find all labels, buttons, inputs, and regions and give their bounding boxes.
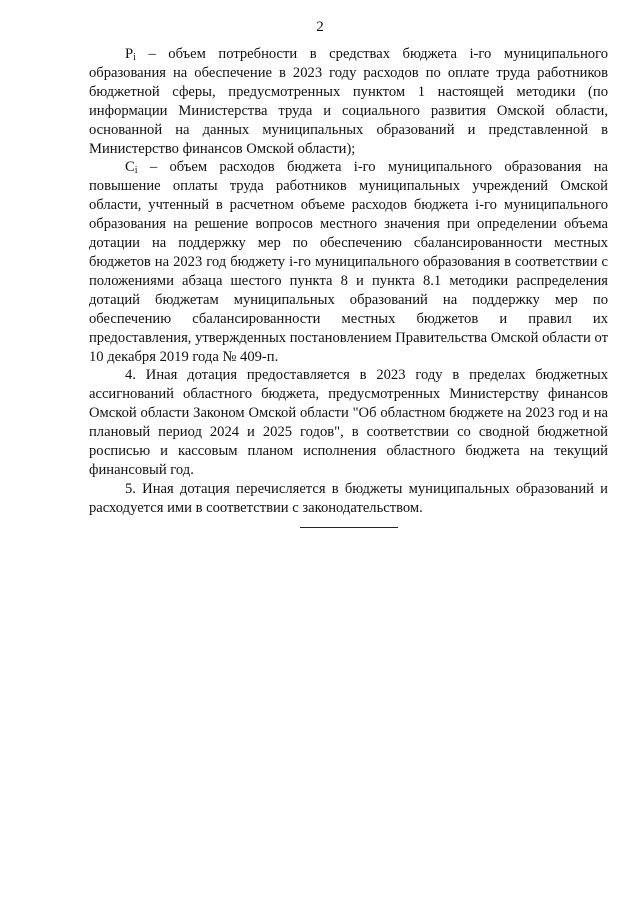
paragraph-p-definition [89, 45, 608, 158]
paragraph-item-4: 4. Иная дотация предоставляется в 2023 году в пределах бюджетных ассигнований областного бюджета, предусмотренных Министерству финансов Омской области Законом Омской области "Об областном бюджете на 2023 год и на плановый период 2024 и 2025 годов", в соответствии со сводной бюджетной росписью и кассовым планом исполнения областного бюджета на текущий финансовый год. [89, 367, 608, 478]
paragraph-text: – объем потребности в средствах бюджета i-го муниципального образования на обеспечение в 2023 году расходов по оплате труда работников бюджетной сферы, предусмотренных пунктом 1 настоящей методики (по информации Министерства труда и социального развития Омской области, основанной на данных муниципальных образований и представленной в Министерство финансов Омской области); [89, 46, 608, 157]
variable-p-subscript: i [133, 52, 136, 63]
paragraph-text: – объем расходов бюджета i-го муниципального образования на повышение оплаты труда работников муниципальных учреждений Омской области, учтенный в расчетном объеме расходов бюджета i-го муниципального образования на решение вопросов местного значения при определении объема дотации на поддержку мер по обеспечению сбалансированности местных бюджетов на 2023 год бюджету i-го муниципального образования в соответствии с положениями абзаца шестого пункта 8 и пункта 8.1 методики распределения дотаций бюджетам муниципальных образований на поддержку мер по обеспечению сбалансированности местных бюджетов и правил их предоставления, утвержденных постановлением Правительства Омской области от 10 декабря 2019 года № 409-п. [89, 159, 608, 365]
variable-c-subscript: i [134, 165, 138, 177]
document-body [89, 45, 608, 518]
page-number: 2 [316, 19, 324, 35]
variable-c: C [125, 159, 135, 176]
paragraph-c-definition [89, 158, 608, 366]
end-separator-line [300, 527, 398, 528]
paragraph-item-5: 5. Иная дотация перечисляется в бюджеты муниципальных образований и расходуется ими в соответствии с законодательством. [89, 480, 608, 516]
variable-p: P [125, 46, 134, 62]
